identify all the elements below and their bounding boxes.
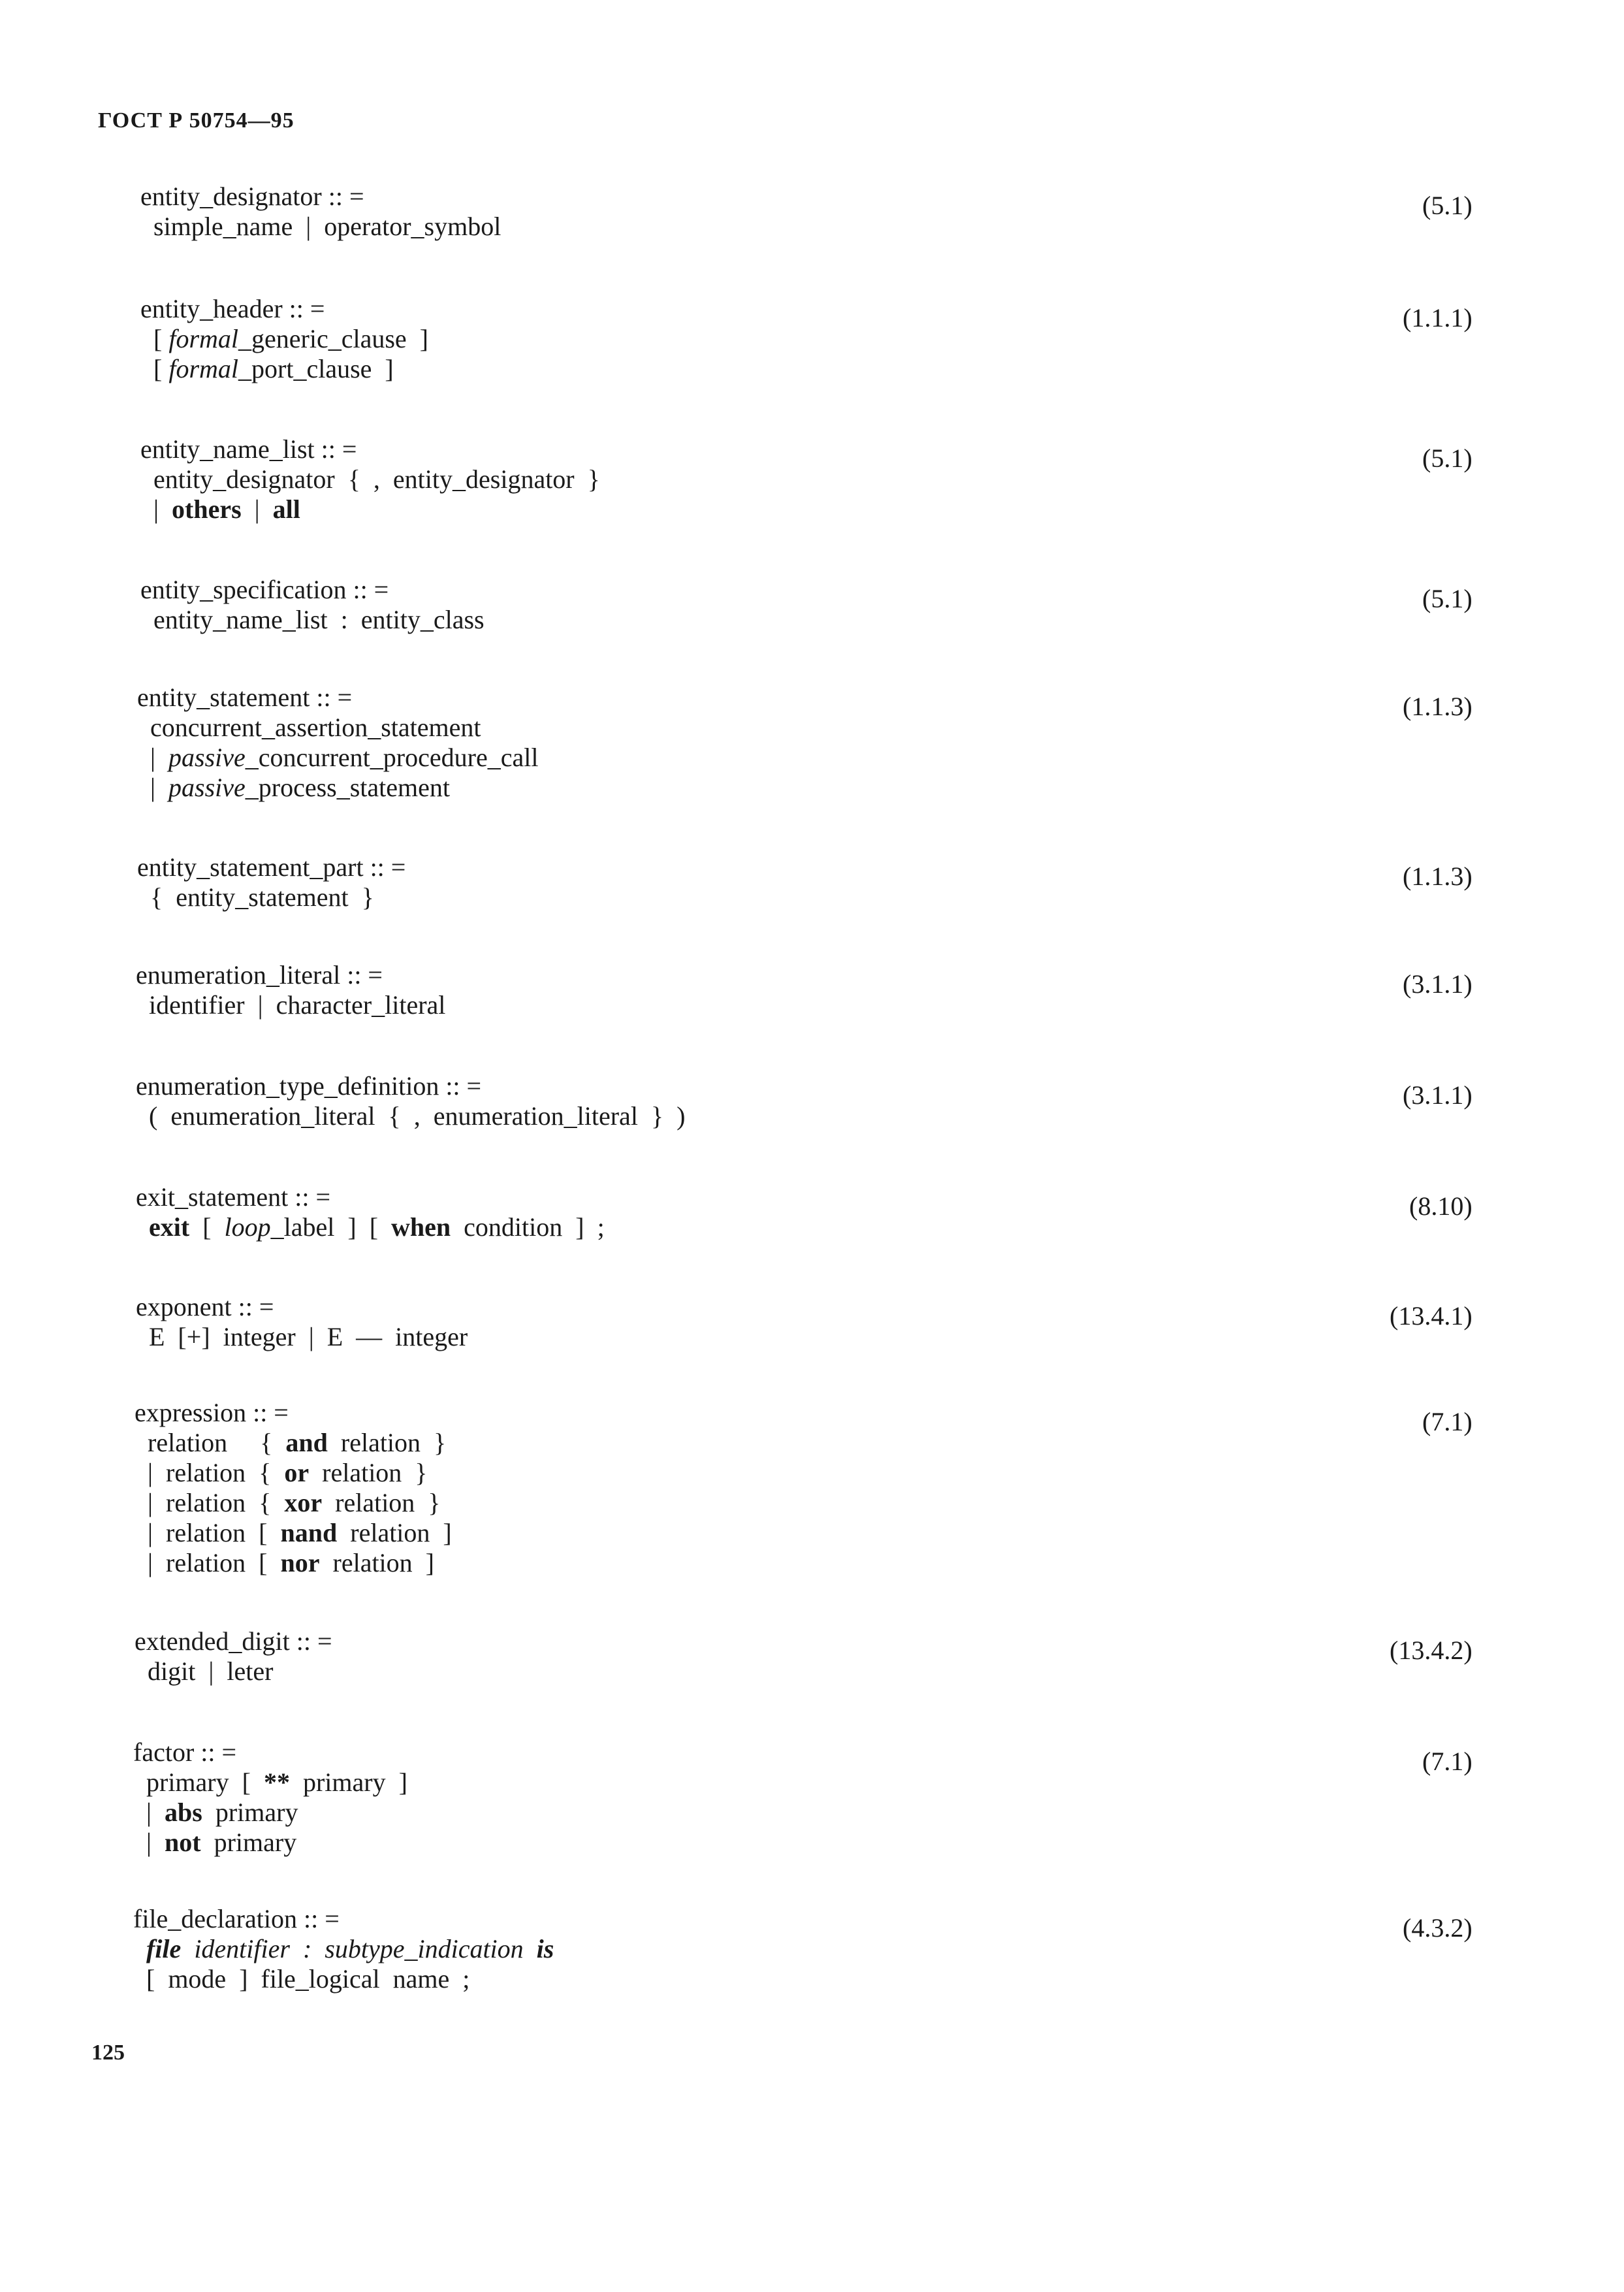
rule-text: | relation [ — [135, 1548, 281, 1577]
rule-text: passive — [168, 773, 246, 802]
rule-head — [136, 960, 972, 990]
grammar-rule — [140, 182, 1473, 242]
grammar-rule — [140, 294, 1473, 384]
rule-text: ( enumeration_literal { , enumeration_literal } ) — [136, 1101, 686, 1131]
rule-text: E [+] integer | E — integer — [136, 1322, 468, 1351]
rule-body-line — [137, 773, 973, 803]
section-reference: (13.4.1) — [1390, 1301, 1473, 1331]
rule-body-line — [135, 1458, 970, 1488]
rule-body-line — [137, 743, 973, 773]
rule-text: | — [241, 494, 273, 524]
rule-text: loop — [224, 1212, 271, 1242]
rule-text: entity_statement :: = — [137, 683, 353, 712]
rule-head — [133, 1904, 969, 1934]
rule-head — [135, 1626, 970, 1656]
rule-body-line — [133, 1964, 969, 1994]
rule-text: primary ] — [289, 1767, 407, 1797]
section-reference: (8.10) — [1409, 1191, 1473, 1221]
section-reference: (13.4.2) — [1390, 1636, 1473, 1665]
rule-body-line — [140, 324, 976, 354]
rule-body-line — [135, 1548, 970, 1578]
rule-text: _port_clause ] — [238, 354, 394, 383]
section-reference: (3.1.1) — [1403, 969, 1473, 999]
rule-text: or — [284, 1458, 310, 1487]
rule-text: when — [391, 1212, 451, 1242]
rule-text: identifier : subtype_indication — [181, 1934, 537, 1963]
rule-text: ** — [263, 1767, 290, 1797]
rule-text: entity_designator { , entity_designator } — [140, 464, 600, 494]
section-reference: (7.1) — [1422, 1407, 1473, 1436]
section-reference: (3.1.1) — [1403, 1080, 1473, 1110]
rule-text: not — [165, 1828, 201, 1857]
rule-text: entity_header :: = — [140, 294, 325, 323]
rule-head — [140, 434, 976, 464]
rule-body-line — [140, 464, 976, 494]
rule-body-line — [136, 1101, 972, 1131]
rule-text: | relation { — [135, 1488, 285, 1517]
grammar-rule — [136, 1071, 1473, 1131]
rule-head — [140, 294, 976, 324]
grammar-rule — [140, 434, 1473, 525]
page-number: 125 — [91, 2041, 125, 2065]
rule-text: digit | leter — [135, 1656, 274, 1686]
rule-text: exit — [149, 1212, 190, 1242]
section-reference: (5.1) — [1422, 191, 1473, 220]
rule-text: | — [137, 743, 169, 772]
rule-text: extended_digit :: = — [135, 1626, 332, 1656]
rule-text: others — [172, 494, 242, 524]
rule-text: abs — [165, 1798, 202, 1827]
rule-body-line — [136, 990, 972, 1020]
rule-text: xor — [284, 1488, 323, 1517]
page-header: ГОСТ Р 50754—95 — [98, 108, 295, 133]
grammar-rule — [136, 1292, 1473, 1352]
rule-text: expression :: = — [135, 1398, 289, 1427]
rule-text: primary — [200, 1828, 297, 1857]
rule-text: primary — [202, 1798, 298, 1827]
grammar-rule — [135, 1398, 1473, 1578]
rule-text: nand — [280, 1518, 338, 1547]
rule-text: { entity_statement } — [137, 882, 374, 912]
rule-text: exponent :: = — [136, 1292, 274, 1321]
rule-text: entity_designator :: = — [140, 182, 364, 211]
rule-head — [136, 1182, 972, 1212]
rule-head — [133, 1737, 969, 1767]
rule-text: relation { — [135, 1428, 286, 1457]
rule-text: | relation { — [135, 1458, 285, 1487]
rule-body-line — [135, 1488, 970, 1518]
rule-text: [ — [140, 324, 169, 353]
rule-text: | relation [ — [135, 1518, 281, 1547]
rule-text: concurrent_assertion_statement — [137, 713, 481, 742]
rule-body-line — [137, 713, 973, 743]
grammar-rule — [133, 1737, 1473, 1858]
rule-text: _concurrent_procedure_call — [245, 743, 539, 772]
rule-text: identifier | character_literal — [136, 990, 446, 1020]
grammar-rule — [137, 683, 1473, 803]
rule-body-line — [140, 212, 976, 242]
rule-text: formal — [168, 324, 239, 353]
rule-body-line — [135, 1656, 970, 1687]
rule-head — [137, 683, 973, 713]
rule-text: _generic_clause ] — [238, 324, 428, 353]
rule-body-line — [133, 1767, 969, 1798]
grammar-rule — [136, 1182, 1473, 1242]
rule-text: passive — [168, 743, 246, 772]
rule-body-line — [135, 1518, 970, 1548]
rule-text: entity_name_list : entity_class — [140, 605, 485, 634]
rule-text: nor — [280, 1548, 320, 1577]
rule-text — [136, 1212, 149, 1242]
rule-text: formal — [168, 354, 239, 383]
rule-body-line — [140, 605, 976, 635]
section-reference: (5.1) — [1422, 584, 1473, 613]
rule-text: condition ] ; — [451, 1212, 605, 1242]
rule-text: primary [ — [133, 1767, 264, 1797]
grammar-rule — [140, 575, 1473, 635]
rule-text: file — [146, 1934, 182, 1963]
rule-head — [140, 182, 976, 212]
rule-text: all — [272, 494, 300, 524]
rule-body-line — [133, 1798, 969, 1828]
rule-text: exit_statement :: = — [136, 1182, 331, 1212]
rule-body-line — [137, 882, 973, 912]
rule-text: and — [285, 1428, 328, 1457]
rule-text: entity_specification :: = — [140, 575, 389, 604]
rule-body-line — [140, 494, 976, 525]
section-reference: (4.3.2) — [1403, 1913, 1473, 1943]
section-reference: (5.1) — [1422, 444, 1473, 473]
grammar-rule — [135, 1626, 1473, 1687]
rule-text: is — [536, 1934, 554, 1963]
rule-text: | — [133, 1828, 165, 1857]
rule-text: enumeration_type_definition :: = — [136, 1071, 482, 1101]
rule-text: [ — [189, 1212, 225, 1242]
rule-body-line — [136, 1322, 972, 1352]
rule-text — [133, 1934, 146, 1963]
grammar-rule — [137, 852, 1473, 912]
rule-text: enumeration_literal :: = — [136, 960, 383, 990]
rule-text: entity_statement_part :: = — [137, 852, 406, 882]
rule-text: file_declaration :: = — [133, 1904, 340, 1933]
rule-text: relation ] — [319, 1548, 434, 1577]
rule-text: _process_statement — [245, 773, 451, 802]
rule-body-line — [133, 1934, 969, 1964]
rule-text: relation } — [322, 1488, 441, 1517]
rule-body-line — [133, 1828, 969, 1858]
rule-text: [ — [140, 354, 169, 383]
grammar-rule — [133, 1904, 1473, 1994]
rule-text: [ mode ] file_logical name ; — [133, 1964, 470, 1993]
rule-text: relation ] — [337, 1518, 452, 1547]
rule-head — [135, 1398, 970, 1428]
rule-body-line — [136, 1212, 972, 1242]
rule-body-line — [135, 1428, 970, 1458]
rule-head — [136, 1071, 972, 1101]
grammar-rule — [136, 960, 1473, 1020]
rule-head — [137, 852, 973, 882]
rule-body-line — [140, 354, 976, 384]
rule-text: simple_name | operator_symbol — [140, 212, 502, 241]
section-reference: (1.1.3) — [1403, 692, 1473, 721]
rule-text: | — [137, 773, 169, 802]
rule-text: | — [133, 1798, 165, 1827]
section-reference: (1.1.3) — [1403, 862, 1473, 891]
rule-head — [140, 575, 976, 605]
rule-text: relation } — [327, 1428, 447, 1457]
rule-head — [136, 1292, 972, 1322]
rule-text: entity_name_list :: = — [140, 434, 357, 464]
section-reference: (1.1.1) — [1403, 303, 1473, 332]
section-reference: (7.1) — [1422, 1747, 1473, 1776]
rule-text: relation } — [309, 1458, 428, 1487]
rule-text: _label ] [ — [270, 1212, 392, 1242]
rule-text: | — [140, 494, 172, 524]
rule-text: factor :: = — [133, 1737, 237, 1767]
